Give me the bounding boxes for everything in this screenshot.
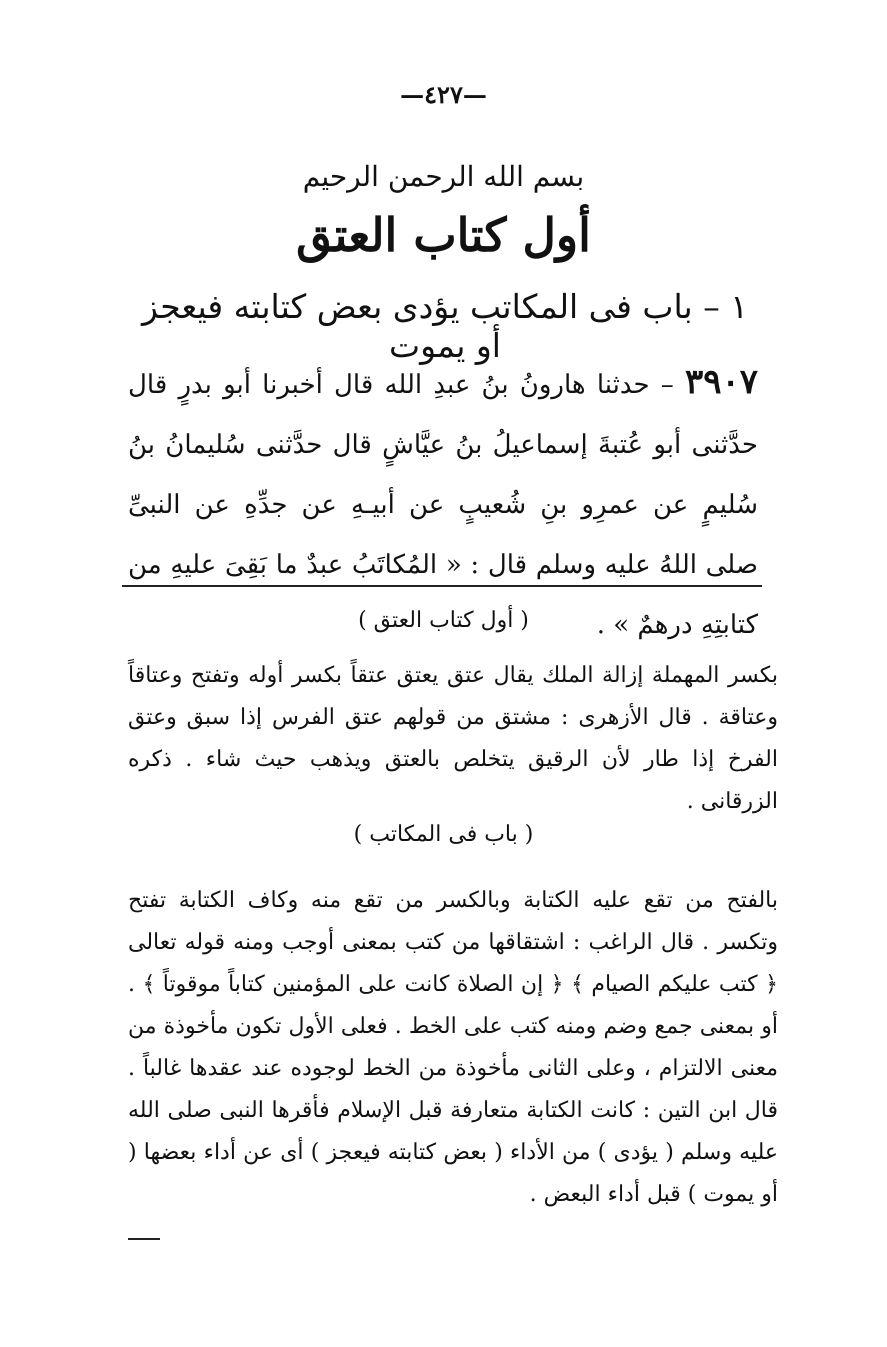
section-divider — [122, 585, 762, 587]
hadith-number: ٣٩٠٧ — [684, 362, 758, 402]
page-number: —٤٢٧— — [400, 80, 487, 109]
commentary-paragraph-book: بكسر المهملة إزالة الملك يقال عتق يعتق عتقاً بكسر أوله وتفتح وعتاقاً وعتاقة . قال الأزهرى : مشتق من قولهم عتق الفرس إذا سبق وعتق الفرخ إذا طار لأن الرقيق يتخلص بالعتق ويذهب حيث شاء . ذكره الزرقانى . — [128, 663, 778, 814]
chapter-heading: ١ – باب فى المكاتب يؤدى بعض كتابته فيعجز أو يموت — [142, 287, 748, 365]
basmala: بسم الله الرحمن الرحيم — [302, 160, 585, 193]
commentary-heading-book: ( أول كتاب العتق ) — [358, 608, 529, 633]
commentary-heading-chapter: ( باب فى المكاتب ) — [353, 822, 534, 847]
book-title: أول كتاب العتق — [296, 208, 591, 262]
hadith-text: – حدثنا هارونُ بنُ عبدِ الله قال أخبرنا أبو بدرٍ قال حدَّثنى أبو عُتبةَ إسماعيلُ بنُ عيَّاشٍ قال حدَّثنى سُليمانُ بنُ سُليمٍ عن عمرِو بنِ شُعيبٍ عن أبيـهِ عن جدِّهِ عن النبىِّ صلى اللهُ عليه وسلم قال : « المُكاتَبُ عبدٌ ما بَقِىَ عليهِ من كتابتِهِ درهمٌ » . — [128, 370, 758, 640]
end-dash — [128, 1238, 160, 1240]
commentary-paragraph-chapter: بالفتح من تقع عليه الكتابة وبالكسر من تقع منه وكاف الكتابة تفتح وتكسر . قال الراغب : اشتقاقها من كتب بمعنى أوجب ومنه قوله تعالى ﴿ كتب عليكم الصيام ﴾ ﴿ إن الصلاة كانت على المؤمنين كتاباً موقوتاً ﴾ . أو بمعنى جمع وضم ومنه كتب على الخط . فعلى الأول تكون مأخوذة من معنى الالتزام ، وعلى الثانى مأخوذة من الخط لوجوده عند عقدها غالباً . قال ابن التين : كانت الكتابة متعارفة قبل الإسلام فأقرها النبى صلى الله عليه وسلم ( يؤدى ) من الأداء ( بعض كتابته فيعجز ) أى عن أداء بعضها ( أو يموت ) قبل أداء البعض . — [128, 888, 778, 1207]
